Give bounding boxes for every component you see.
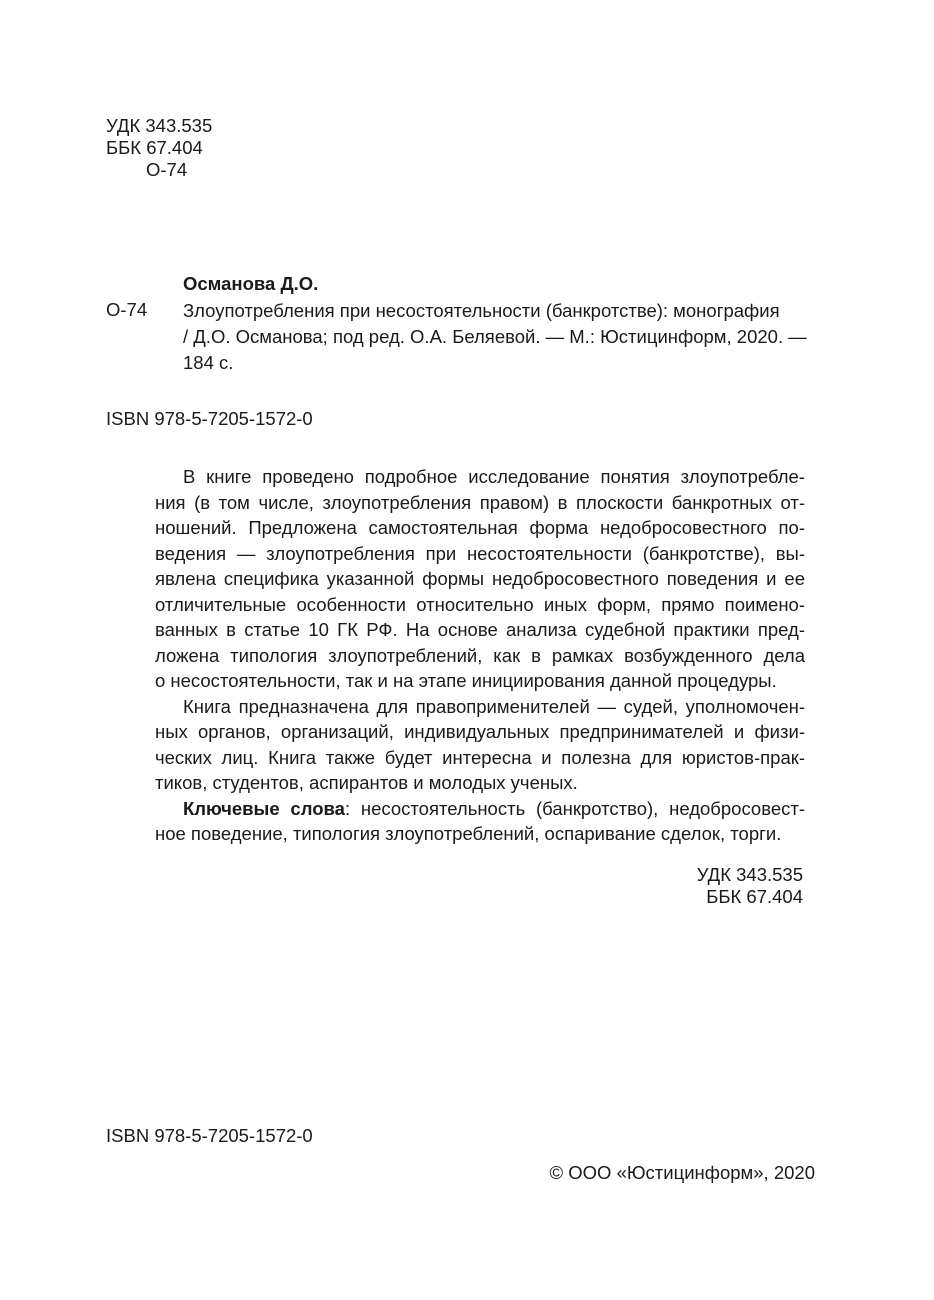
author-name: Османова Д.О. xyxy=(183,273,319,294)
abstract-line: ношений. Предложена самостоятельная форма недобросовестного по- xyxy=(155,517,805,538)
copyright-notice: © ООО «Юстицинформ», 2020 xyxy=(549,1162,815,1183)
keywords-line xyxy=(155,796,805,822)
classification-block-bottom xyxy=(697,864,803,908)
bbk-code: ББК 67.404 xyxy=(106,137,203,158)
biblio-line: Злоупотребления при несостоятельности (банкротстве): монография xyxy=(183,300,780,321)
bbk-code: ББК 67.404 xyxy=(706,886,803,907)
abstract-line: ческих лиц. Книга также будет интересна и полезна для юристов-прак- xyxy=(155,746,805,768)
abstract-line: ванных в статье 10 ГК РФ. На основе анализа судебной практики пред- xyxy=(155,619,805,640)
udk-code: УДК 343.535 xyxy=(696,864,803,885)
keywords-label: Ключевые слова xyxy=(183,797,345,819)
abstract-line: о несостоятельности, так и на этапе инициирования данной процедуры. xyxy=(155,670,777,691)
author-mark: О-74 xyxy=(146,159,188,180)
keywords-line: ное поведение, типология злоупотреблений, оспаривание сделок, торги. xyxy=(155,823,782,844)
keywords-text: : несостоятельность (банкротство), недобросовест- xyxy=(344,797,805,819)
biblio-line: 184 с. xyxy=(183,352,234,373)
isbn-bottom: ISBN 978-5-7205-1572-0 xyxy=(106,1125,313,1146)
abstract-line: явлена специфика указанной формы недобросовестного поведения и ее xyxy=(155,568,805,589)
abstract xyxy=(155,464,805,847)
abstract-line: ложена типология злоупотреблений, как в рамках возбужденного дела xyxy=(155,644,805,666)
author-mark-inline: О-74 xyxy=(106,299,148,320)
abstract-line: ных органов, организаций, индивидуальных предпринимателей и физи- xyxy=(155,721,805,742)
bibliographic-description xyxy=(183,298,808,376)
abstract-line: Книга предназначена для правоприменителей — судей, уполномочен- xyxy=(183,695,805,717)
abstract-line: ния (в том числе, злоупотребления правом) в плоскости банкротных от- xyxy=(155,491,805,513)
classification-block-top xyxy=(106,115,212,181)
isbn-top: ISBN 978-5-7205-1572-0 xyxy=(106,408,313,429)
abstract-line: ведения — злоупотребления при несостоятельности (банкротстве), вы- xyxy=(155,542,805,564)
abstract-line: В книге проведено подробное исследование понятия злоупотребле- xyxy=(183,466,805,487)
abstract-line: тиков, студентов, аспирантов и молодых ученых. xyxy=(155,772,578,793)
udk-code: УДК 343.535 xyxy=(106,115,213,136)
biblio-line: / Д.О. Османова; под ред. О.А. Беляевой. — М.: Юстицинформ, 2020. — xyxy=(183,326,807,347)
abstract-line: отличительные особенности относительно иных форм, прямо поимено- xyxy=(155,593,805,615)
